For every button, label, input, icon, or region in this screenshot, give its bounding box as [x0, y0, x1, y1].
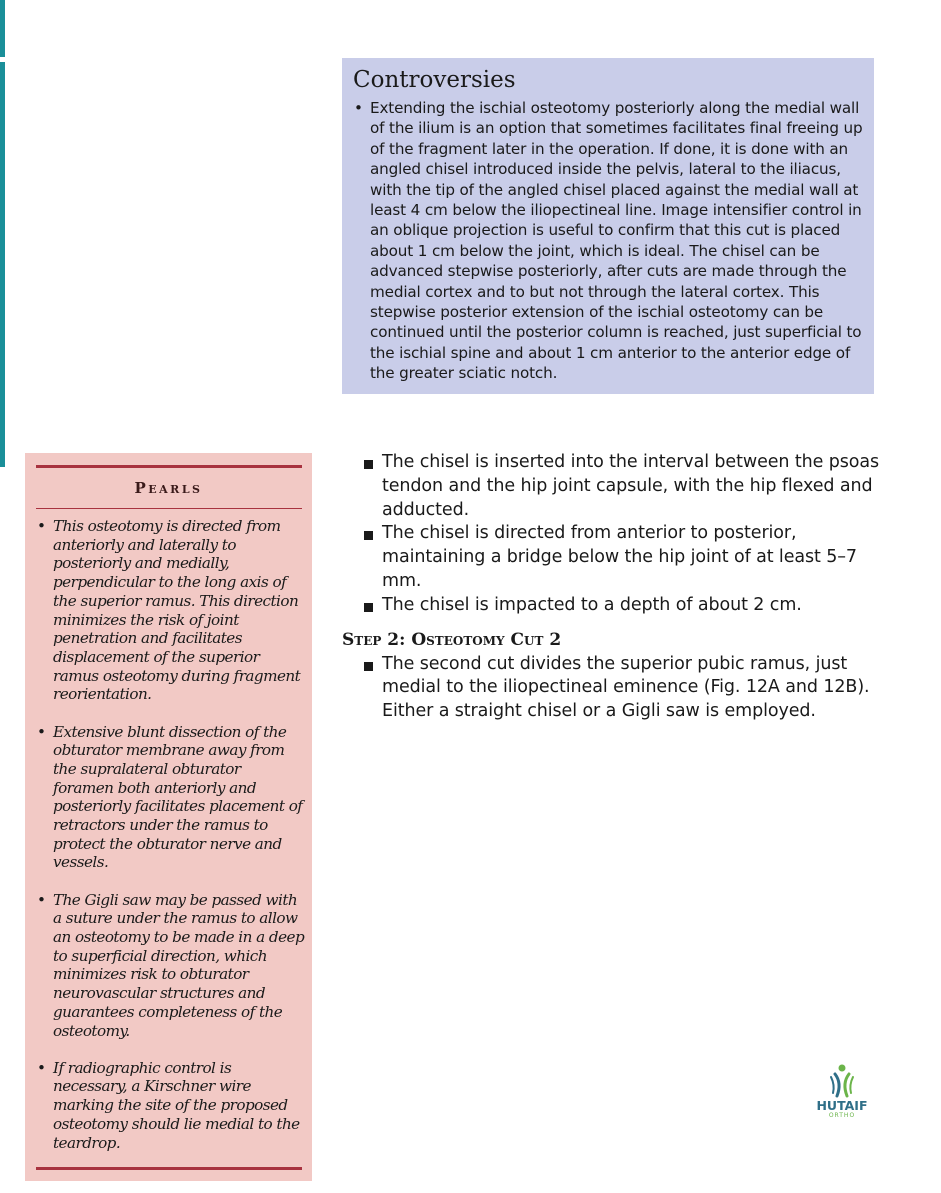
step1-item [342, 522, 882, 593]
bullet-icon: • [37, 890, 46, 909]
controversies-box [342, 58, 874, 394]
edge-accent-bar-top [0, 0, 5, 57]
pearls-item-text: Extensive blunt dissection of the obturator membrane away from the supralateral obturator foramen both anteriorly and posteriorly facilitates placement of retractors under the ramus to protect the obturator nerve and vessels. [53, 722, 303, 872]
bullet-icon: • [37, 1058, 46, 1077]
pearls-list [37, 517, 305, 1171]
step1-item-text: The chisel is impacted to a depth of about 2 cm. [382, 594, 802, 615]
hutaif-ortho-logo [808, 1063, 876, 1129]
step1-list [342, 451, 882, 618]
logo-sub-text: ORTHO [828, 1112, 856, 1119]
logo-brand-text: HUTAIF [816, 1098, 868, 1113]
step1-item-text: The chisel is inserted into the interval between the psoas tendon and the hip joint capsule, with the hip flexed and adducted. [382, 452, 880, 520]
controversies-item-text: Extending the ischial osteotomy posteriorly along the medial wall of the ilium is an option that sometimes facilitates final freeing up of the fragment later in the operation. If done, it is done with an angled chisel introduced inside the pelvis, lateral to the iliacus, with the tip of the angled chisel placed against the medial wall at least 4 cm below the iliopectineal line. Image intensifier control in an oblique projection is useful to confirm that this cut is placed about 1 cm below the joint, which is ideal. The chisel can be advanced stepwise posteriorly, after cuts are made through the medial cortex and to but not through the lateral cortex. This stepwise posterior extension of the ischial osteotomy can be continued until the posterior column is reached, just superficial to the ischial spine and about 1 cm anterior to the anterior edge of the greater sciatic notch. [370, 99, 863, 383]
pearls-bottom-rule [36, 1167, 302, 1170]
step2-item-text: The second cut divides the superior pubic ramus, just medial to the iliopectineal eminence (Fig. 12A and 12B). Either a straight chisel or a Gigli saw is employed. [382, 653, 870, 722]
pearls-item [37, 517, 305, 704]
step1-item [342, 594, 882, 618]
bullet-icon: • [37, 517, 46, 535]
bullet-icon: • [354, 99, 363, 117]
pearls-item [37, 723, 305, 873]
pearls-title-rule [36, 508, 302, 509]
step2-list [342, 653, 882, 724]
edge-accent-bar [0, 62, 5, 467]
pearls-title: Pearls [134, 479, 203, 497]
pearls-item-text: This osteotomy is directed from anteriorly and laterally to posteriorly and medially, perpendicular to the long axis of the superior ramus. This direction minimizes the risk of joint penetration and facilitates displacement of the superior ramus osteotomy during fragment reorientation. [53, 517, 301, 704]
square-bullet-icon [364, 603, 373, 612]
controversies-title: Controversies [353, 67, 516, 93]
figure-logo-icon [825, 1063, 859, 1099]
square-bullet-icon [364, 460, 373, 469]
controversies-list [353, 98, 864, 384]
pearls-item [37, 1059, 305, 1153]
square-bullet-icon [364, 531, 373, 540]
step1-item [342, 451, 882, 522]
pearls-item [37, 891, 305, 1041]
pearls-item-text: The Gigli saw may be passed with a suture under the ramus to allow an osteotomy to be made in a deep to superficial direction, which minimizes risk to obturator neurovascular structures and guarantees completeness of the osteotomy. [53, 890, 305, 1040]
pearls-item-text: If radiographic control is necessary, a Kirschner wire marking the site of the proposed osteotomy should lie medial to the teardrop. [53, 1058, 300, 1152]
step2-heading: Step 2: Osteotomy Cut 2 [342, 629, 562, 650]
square-bullet-icon [364, 662, 373, 671]
step1-item-text: The chisel is directed from anterior to posterior, maintaining a bridge below the hip joint of at least 5–7 mm. [382, 523, 857, 591]
controversies-item [353, 98, 864, 384]
pearls-box [25, 453, 312, 1181]
bullet-icon: • [37, 722, 46, 741]
step2-item [342, 653, 882, 724]
main-body-text [342, 451, 882, 724]
pearls-top-rule [36, 465, 302, 468]
